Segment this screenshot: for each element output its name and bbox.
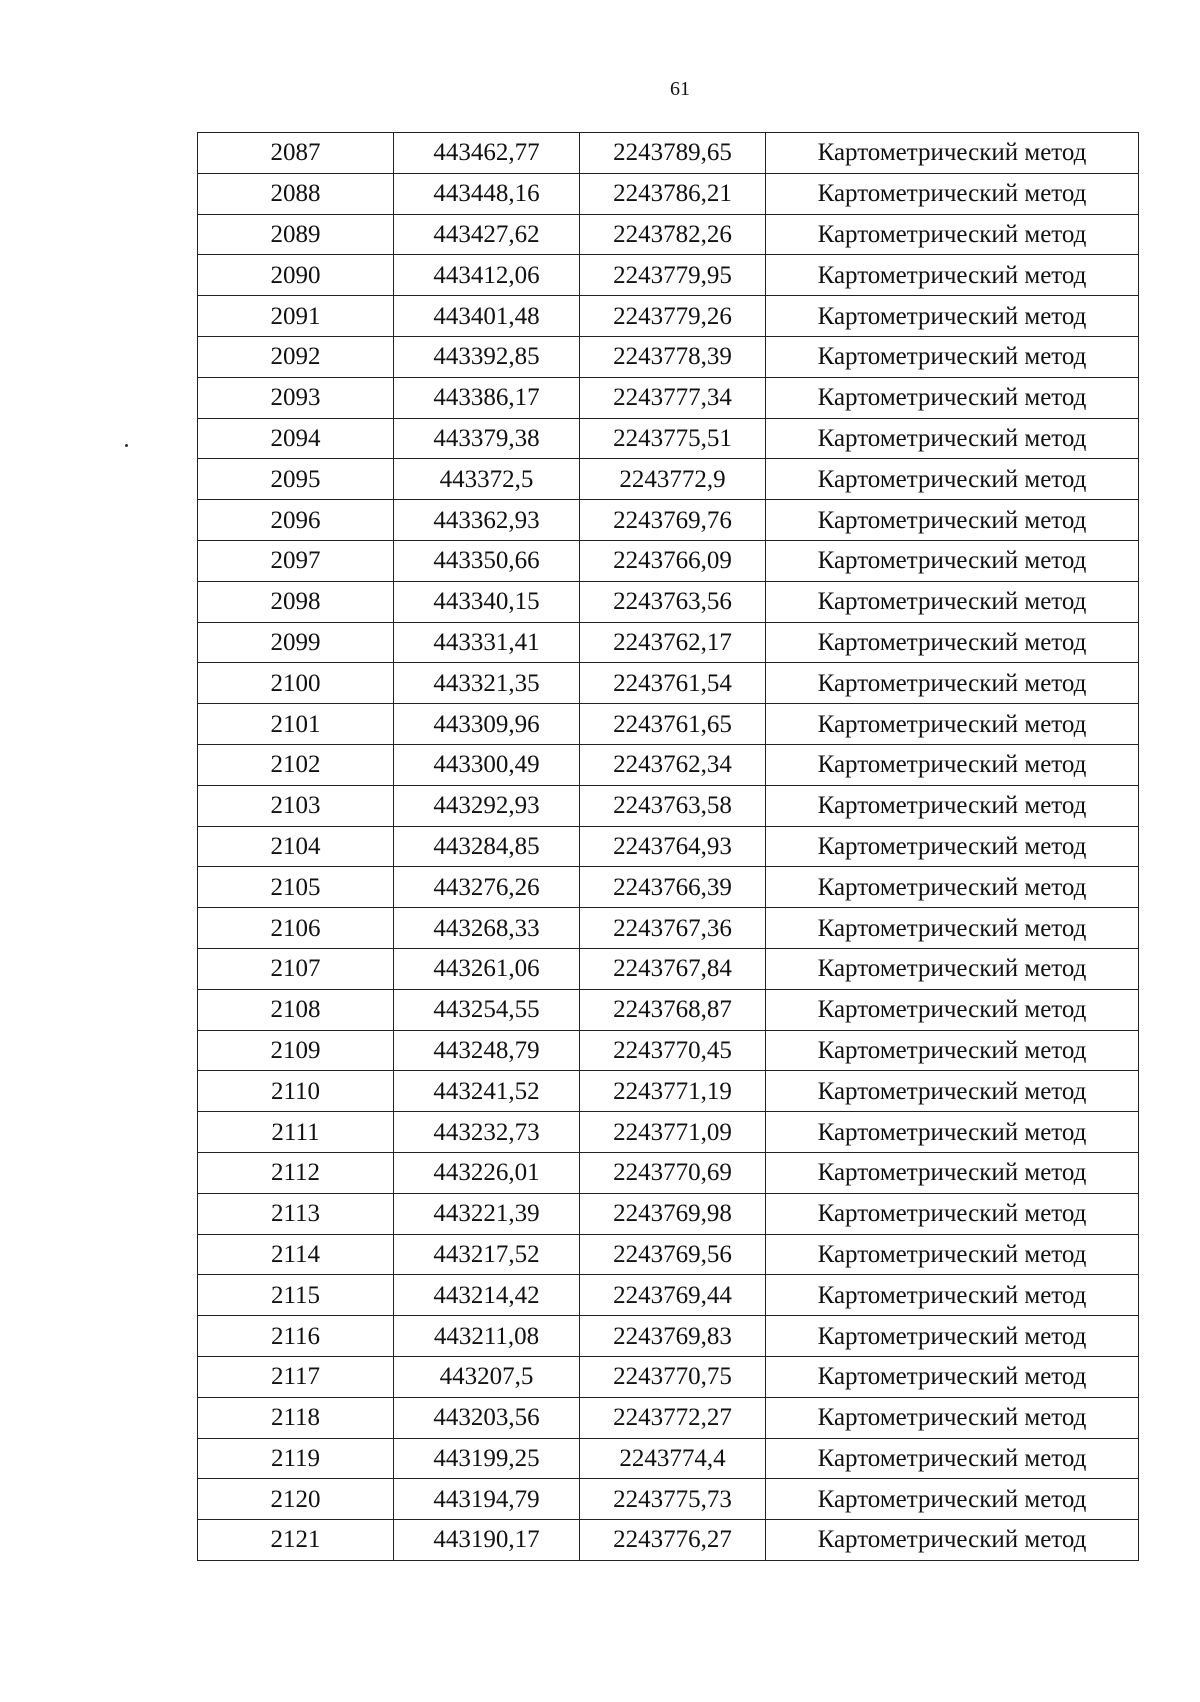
- method-cell: Картометрический метод: [766, 948, 1139, 989]
- y-coordinate-cell: 2243770,69: [580, 1152, 766, 1193]
- method-cell: Картометрический метод: [766, 1520, 1139, 1561]
- y-coordinate-cell: 2243761,54: [580, 663, 766, 704]
- point-number-cell: 2100: [198, 663, 394, 704]
- method-cell: Картометрический метод: [766, 908, 1139, 949]
- y-coordinate-cell: 2243761,65: [580, 704, 766, 745]
- point-number-cell: 2091: [198, 296, 394, 337]
- table-row: [198, 377, 1139, 418]
- x-coordinate-cell: 443350,66: [394, 540, 580, 581]
- table-row: [198, 133, 1139, 174]
- point-number-cell: 2096: [198, 500, 394, 541]
- y-coordinate-cell: 2243772,27: [580, 1397, 766, 1438]
- method-cell: Картометрический метод: [766, 622, 1139, 663]
- table-row: [198, 785, 1139, 826]
- y-coordinate-cell: 2243774,4: [580, 1438, 766, 1479]
- method-cell: Картометрический метод: [766, 1479, 1139, 1520]
- table-row: [198, 1356, 1139, 1397]
- x-coordinate-cell: 443340,15: [394, 581, 580, 622]
- table-row: [198, 867, 1139, 908]
- method-cell: Картометрический метод: [766, 1193, 1139, 1234]
- point-number-cell: 2094: [198, 418, 394, 459]
- table-row: [198, 336, 1139, 377]
- y-coordinate-cell: 2243771,09: [580, 1112, 766, 1153]
- method-cell: Картометрический метод: [766, 826, 1139, 867]
- method-cell: Картометрический метод: [766, 1234, 1139, 1275]
- point-number-cell: 2093: [198, 377, 394, 418]
- x-coordinate-cell: 443292,93: [394, 785, 580, 826]
- y-coordinate-cell: 2243763,56: [580, 581, 766, 622]
- table-row: [198, 826, 1139, 867]
- point-number-cell: 2121: [198, 1520, 394, 1561]
- y-coordinate-cell: 2243775,51: [580, 418, 766, 459]
- y-coordinate-cell: 2243776,27: [580, 1520, 766, 1561]
- table-row: [198, 173, 1139, 214]
- y-coordinate-cell: 2243770,75: [580, 1356, 766, 1397]
- point-number-cell: 2112: [198, 1152, 394, 1193]
- method-cell: Картометрический метод: [766, 377, 1139, 418]
- point-number-cell: 2098: [198, 581, 394, 622]
- x-coordinate-cell: 443248,79: [394, 1030, 580, 1071]
- point-number-cell: 2089: [198, 214, 394, 255]
- y-coordinate-cell: 2243778,39: [580, 336, 766, 377]
- x-coordinate-cell: 443254,55: [394, 989, 580, 1030]
- point-number-cell: 2104: [198, 826, 394, 867]
- y-coordinate-cell: 2243766,09: [580, 540, 766, 581]
- x-coordinate-cell: 443386,17: [394, 377, 580, 418]
- method-cell: Картометрический метод: [766, 581, 1139, 622]
- x-coordinate-cell: 443217,52: [394, 1234, 580, 1275]
- table-row: [198, 540, 1139, 581]
- table-row: [198, 1193, 1139, 1234]
- x-coordinate-cell: 443221,39: [394, 1193, 580, 1234]
- y-coordinate-cell: 2243786,21: [580, 173, 766, 214]
- point-number-cell: 2090: [198, 255, 394, 296]
- table-row: [198, 663, 1139, 704]
- point-number-cell: 2087: [198, 133, 394, 174]
- x-coordinate-cell: 443427,62: [394, 214, 580, 255]
- point-number-cell: 2108: [198, 989, 394, 1030]
- table-row: [198, 459, 1139, 500]
- y-coordinate-cell: 2243769,56: [580, 1234, 766, 1275]
- point-number-cell: 2115: [198, 1275, 394, 1316]
- table-row: [198, 1030, 1139, 1071]
- method-cell: Картометрический метод: [766, 785, 1139, 826]
- method-cell: Картометрический метод: [766, 989, 1139, 1030]
- x-coordinate-cell: 443268,33: [394, 908, 580, 949]
- x-coordinate-cell: 443194,79: [394, 1479, 580, 1520]
- point-number-cell: 2117: [198, 1356, 394, 1397]
- point-number-cell: 2113: [198, 1193, 394, 1234]
- y-coordinate-cell: 2243772,9: [580, 459, 766, 500]
- y-coordinate-cell: 2243769,44: [580, 1275, 766, 1316]
- method-cell: Картометрический метод: [766, 1030, 1139, 1071]
- table-row: [198, 255, 1139, 296]
- x-coordinate-cell: 443321,35: [394, 663, 580, 704]
- point-number-cell: 2119: [198, 1438, 394, 1479]
- method-cell: Картометрический метод: [766, 459, 1139, 500]
- table-row: [198, 214, 1139, 255]
- point-number-cell: 2092: [198, 336, 394, 377]
- x-coordinate-cell: 443211,08: [394, 1316, 580, 1357]
- method-cell: Картометрический метод: [766, 1071, 1139, 1112]
- y-coordinate-cell: 2243762,34: [580, 744, 766, 785]
- table-row: [198, 1152, 1139, 1193]
- method-cell: Картометрический метод: [766, 173, 1139, 214]
- point-number-cell: 2088: [198, 173, 394, 214]
- x-coordinate-cell: 443401,48: [394, 296, 580, 337]
- method-cell: Картометрический метод: [766, 418, 1139, 459]
- method-cell: Картометрический метод: [766, 744, 1139, 785]
- method-cell: Картометрический метод: [766, 1152, 1139, 1193]
- y-coordinate-cell: 2243777,34: [580, 377, 766, 418]
- x-coordinate-cell: 443309,96: [394, 704, 580, 745]
- y-coordinate-cell: 2243766,39: [580, 867, 766, 908]
- x-coordinate-cell: 443300,49: [394, 744, 580, 785]
- table-row: [198, 1234, 1139, 1275]
- x-coordinate-cell: 443199,25: [394, 1438, 580, 1479]
- table-row: [198, 1520, 1139, 1561]
- method-cell: Картометрический метод: [766, 867, 1139, 908]
- table-row: [198, 704, 1139, 745]
- method-cell: Картометрический метод: [766, 1397, 1139, 1438]
- point-number-cell: 2099: [198, 622, 394, 663]
- point-number-cell: 2107: [198, 948, 394, 989]
- point-number-cell: 2095: [198, 459, 394, 500]
- point-number-cell: 2116: [198, 1316, 394, 1357]
- point-number-cell: 2120: [198, 1479, 394, 1520]
- table-row: [198, 908, 1139, 949]
- method-cell: Картометрический метод: [766, 133, 1139, 174]
- y-coordinate-cell: 2243769,76: [580, 500, 766, 541]
- method-cell: Картометрический метод: [766, 1112, 1139, 1153]
- method-cell: Картометрический метод: [766, 500, 1139, 541]
- x-coordinate-cell: 443190,17: [394, 1520, 580, 1561]
- x-coordinate-cell: 443261,06: [394, 948, 580, 989]
- method-cell: Картометрический метод: [766, 704, 1139, 745]
- table-row: [198, 1479, 1139, 1520]
- point-number-cell: 2110: [198, 1071, 394, 1112]
- x-coordinate-cell: 443276,26: [394, 867, 580, 908]
- x-coordinate-cell: 443462,77: [394, 133, 580, 174]
- point-number-cell: 2101: [198, 704, 394, 745]
- method-cell: Картометрический метод: [766, 255, 1139, 296]
- method-cell: Картометрический метод: [766, 540, 1139, 581]
- y-coordinate-cell: 2243775,73: [580, 1479, 766, 1520]
- scan-speck: [125, 444, 128, 447]
- x-coordinate-cell: 443379,38: [394, 418, 580, 459]
- x-coordinate-cell: 443203,56: [394, 1397, 580, 1438]
- x-coordinate-cell: 443448,16: [394, 173, 580, 214]
- y-coordinate-cell: 2243763,58: [580, 785, 766, 826]
- table-row: [198, 1316, 1139, 1357]
- point-number-cell: 2102: [198, 744, 394, 785]
- method-cell: Картометрический метод: [766, 1275, 1139, 1316]
- page-number: 61: [670, 78, 690, 100]
- y-coordinate-cell: 2243782,26: [580, 214, 766, 255]
- table-row: [198, 500, 1139, 541]
- x-coordinate-cell: 443241,52: [394, 1071, 580, 1112]
- x-coordinate-cell: 443372,5: [394, 459, 580, 500]
- y-coordinate-cell: 2243770,45: [580, 1030, 766, 1071]
- table-row: [198, 1397, 1139, 1438]
- x-coordinate-cell: 443232,73: [394, 1112, 580, 1153]
- table-row: [198, 418, 1139, 459]
- point-number-cell: 2114: [198, 1234, 394, 1275]
- coordinates-table-body: [198, 133, 1139, 1561]
- y-coordinate-cell: 2243767,84: [580, 948, 766, 989]
- y-coordinate-cell: 2243769,83: [580, 1316, 766, 1357]
- point-number-cell: 2103: [198, 785, 394, 826]
- point-number-cell: 2106: [198, 908, 394, 949]
- method-cell: Картометрический метод: [766, 336, 1139, 377]
- point-number-cell: 2097: [198, 540, 394, 581]
- method-cell: Картометрический метод: [766, 296, 1139, 337]
- y-coordinate-cell: 2243769,98: [580, 1193, 766, 1234]
- x-coordinate-cell: 443331,41: [394, 622, 580, 663]
- x-coordinate-cell: 443284,85: [394, 826, 580, 867]
- y-coordinate-cell: 2243771,19: [580, 1071, 766, 1112]
- point-number-cell: 2111: [198, 1112, 394, 1153]
- x-coordinate-cell: 443412,06: [394, 255, 580, 296]
- x-coordinate-cell: 443392,85: [394, 336, 580, 377]
- y-coordinate-cell: 2243768,87: [580, 989, 766, 1030]
- method-cell: Картометрический метод: [766, 1356, 1139, 1397]
- point-number-cell: 2118: [198, 1397, 394, 1438]
- method-cell: Картометрический метод: [766, 1316, 1139, 1357]
- table-row: [198, 744, 1139, 785]
- y-coordinate-cell: 2243762,17: [580, 622, 766, 663]
- table-row: [198, 296, 1139, 337]
- x-coordinate-cell: 443226,01: [394, 1152, 580, 1193]
- table-row: [198, 948, 1139, 989]
- table-row: [198, 1071, 1139, 1112]
- method-cell: Картометрический метод: [766, 1438, 1139, 1479]
- coordinates-table: [197, 132, 1139, 1561]
- x-coordinate-cell: 443362,93: [394, 500, 580, 541]
- table-row: [198, 1438, 1139, 1479]
- table-row: [198, 989, 1139, 1030]
- table-row: [198, 581, 1139, 622]
- y-coordinate-cell: 2243779,26: [580, 296, 766, 337]
- point-number-cell: 2105: [198, 867, 394, 908]
- y-coordinate-cell: 2243764,93: [580, 826, 766, 867]
- table-row: [198, 1112, 1139, 1153]
- y-coordinate-cell: 2243779,95: [580, 255, 766, 296]
- table-row: [198, 1275, 1139, 1316]
- x-coordinate-cell: 443207,5: [394, 1356, 580, 1397]
- point-number-cell: 2109: [198, 1030, 394, 1071]
- method-cell: Картометрический метод: [766, 214, 1139, 255]
- method-cell: Картометрический метод: [766, 663, 1139, 704]
- x-coordinate-cell: 443214,42: [394, 1275, 580, 1316]
- y-coordinate-cell: 2243767,36: [580, 908, 766, 949]
- table-row: [198, 622, 1139, 663]
- y-coordinate-cell: 2243789,65: [580, 133, 766, 174]
